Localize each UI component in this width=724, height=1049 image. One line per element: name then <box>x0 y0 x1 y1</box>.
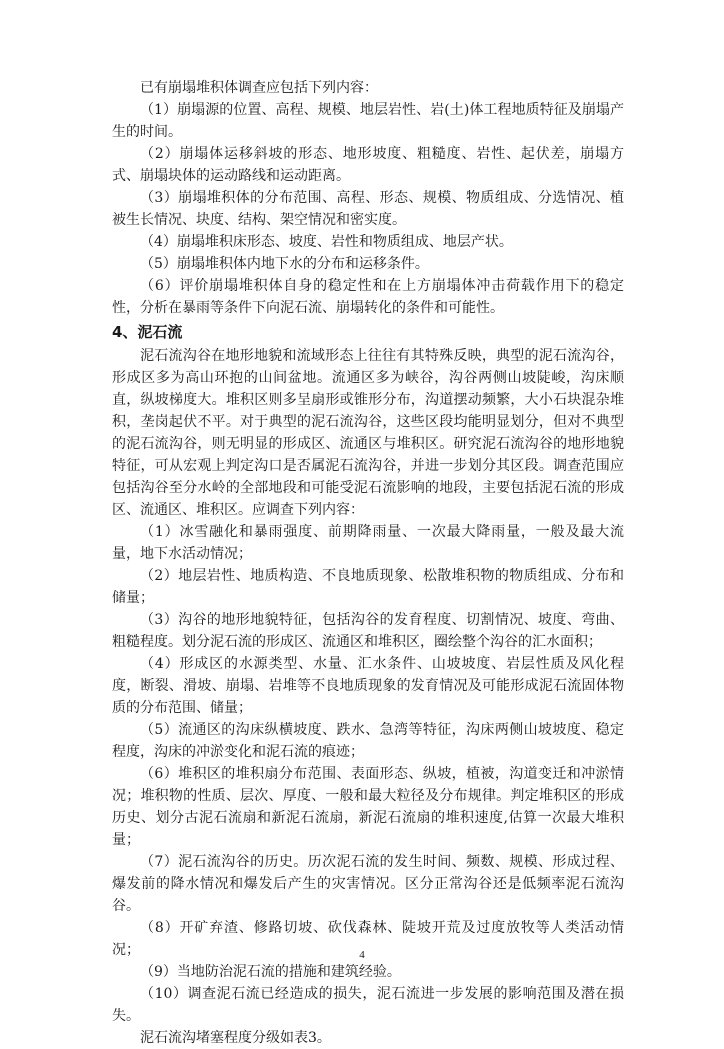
page-body <box>112 77 624 1049</box>
collapse-item-5: （5）崩塌堆积体内地下水的分布和运移条件。 <box>140 256 429 272</box>
debris-flow-intro: 泥石流沟谷在地形地貌和流域形态上往往有其特殊反映，典型的泥石流沟谷，形成区多为高山环抱的山间盆地。流通区多为峡谷，沟谷两侧山坡陡峻，沟床顺直，纵坡梯度大。堆积区则多呈扇形或锥形分布，沟道摆动频繁，大小石块混杂堆积，垄岗起伏不平。对于典型的泥石流沟谷，这些区段均能明显划分，但对不典型的泥石流沟谷，则无明显的形成区、流通区与堆积区。研究泥石流沟谷的地形地貌特征，可从宏观上判定沟口是否属泥石流沟谷，并进一步划分其区段。调查范围应包括沟谷至分水岭的全部地段和可能受泥石流影响的地段，主要包括泥石流的形成区、流通区、堆积区。应调查下列内容： <box>112 348 624 518</box>
debris-item-1: （1）冰雪融化和暴雨强度、前期降雨量、一次最大降雨量，一般及最大流量，地下水活动情况； <box>112 524 624 562</box>
collapse-item-4: （4）崩塌堆积床形态、坡度、岩性和物质组成、地层产状。 <box>140 234 513 250</box>
debris-item-9: （9）当地防治泥石流的措施和建筑经验。 <box>140 964 401 980</box>
debris-item-3: （3）沟谷的地形地貌特征，包括沟谷的发育程度、切割情况、坡度、弯曲、粗糙程度。划分泥石流的形成区、流通区和堆积区，圈绘整个沟谷的汇水面积； <box>112 612 624 650</box>
debris-item-8: （8）开矿弃渣、修路切坡、砍伐森林、陡坡开荒及过度放牧等人类活动情况； <box>112 920 624 958</box>
debris-item-10: （10）调查泥石流已经造成的损失，泥石流进一步发展的影响范围及潜在损失。 <box>112 986 624 1024</box>
debris-item-5: （5）流通区的沟床纵横坡度、跌水、急湾等特征，沟床两侧山坡坡度、稳定程度，沟床的冲淤变化和泥石流的痕迹； <box>112 722 624 760</box>
collapse-item-2: （2）崩塌体运移斜坡的形态、地形坡度、粗糙度、岩性、起伏差，崩塌方式、崩塌块体的运动路线和运动距离。 <box>112 146 624 184</box>
collapse-item-3: （3）崩塌堆积体的分布范围、高程、形态、规模、物质组成、分选情况、植被生长情况、块度、结构、架空情况和密实度。 <box>112 190 624 228</box>
section-heading-debris-flow: 4、泥石流 <box>112 323 183 341</box>
collapse-intro: 已有崩塌堆积体调查应包括下列内容： <box>140 80 378 96</box>
debris-item-2: （2）地层岩性、地质构造、不良地质现象、松散堆积物的物质组成、分布和储量； <box>112 568 624 606</box>
collapse-item-6: （6）评价崩塌堆积体自身的稳定性和在上方崩塌体冲击荷载作用下的稳定性，分析在暴雨等条件下向泥石流、崩塌转化的条件和可能性。 <box>112 278 624 316</box>
debris-item-4: （4）形成区的水源类型、水量、汇水条件、山坡坡度、岩层性质及风化程度，断裂、滑坡、崩塌、岩堆等不良地质现象的发育情况及可能形成泥石流固体物质的分布范围、储量； <box>112 656 624 716</box>
debris-item-6: （6）堆积区的堆积扇分布范围、表面形态、纵坡，植被，沟道变迁和冲淤情况；堆积物的性质、层次、厚度、一般和最大粒径及分布规律。判定堆积区的形成历史、划分古泥石流扇和新泥石流扇，新泥石流扇的堆积速度,估算一次最大堆积量； <box>112 766 624 848</box>
debris-closing: 泥石流沟堵塞程度分级如表3。 <box>140 1030 331 1046</box>
page-number: 4 <box>359 949 365 961</box>
debris-item-7: （7）泥石流沟谷的历史。历次泥石流的发生时间、频数、规模、形成过程、爆发前的降水情况和爆发后产生的灾害情况。区分正常沟谷还是低频率泥石流沟谷。 <box>112 854 624 914</box>
collapse-item-1: （1）崩塌源的位置、高程、规模、地层岩性、岩(土)体工程地质特征及崩塌产生的时间。 <box>112 102 624 140</box>
